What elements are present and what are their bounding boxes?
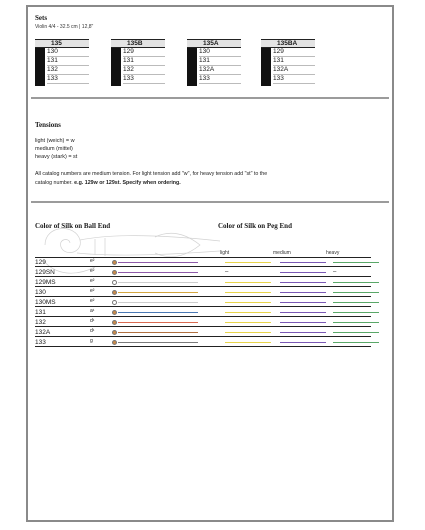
ball-end-dot (112, 280, 117, 285)
string-note: e² (90, 278, 95, 284)
row-rule (35, 336, 371, 337)
string-note: a¹ (90, 308, 95, 314)
peg-col-medium: medium (273, 250, 291, 256)
table-row (35, 258, 371, 267)
string-note: e² (90, 268, 95, 274)
ball-end-dot (112, 320, 117, 325)
peg-silk-medium (280, 292, 326, 293)
peg-silk-light (225, 292, 271, 293)
peg-none-heavy: – (333, 269, 337, 275)
set-item: 133 (199, 75, 241, 84)
table-row (35, 278, 371, 287)
ball-end-silk (118, 322, 198, 323)
string-note: e² (90, 258, 95, 264)
row-rule (35, 266, 371, 267)
ball-end-silk (118, 342, 198, 343)
string-note: g (90, 338, 93, 344)
set-column (187, 39, 241, 86)
peg-silk-medium (280, 322, 326, 323)
table-row (35, 318, 371, 327)
peg-silk-light (225, 282, 271, 283)
peg-silk-heavy (333, 262, 379, 263)
peg-silk-heavy (333, 332, 379, 333)
table-row (35, 328, 371, 337)
peg-silk-heavy (333, 322, 379, 323)
peg-silk-light (225, 312, 271, 313)
string-name: 129 (35, 259, 46, 266)
table-header-row (35, 251, 371, 258)
string-name: 132A (35, 329, 51, 336)
peg-silk-heavy (333, 282, 379, 283)
table-row (35, 338, 371, 347)
tension-note-bold: e.g. 129w or 129st. Specify when ordering. (74, 180, 181, 186)
ball-end-silk (118, 302, 198, 303)
set-item: 131 (123, 57, 165, 66)
set-item: 132 (47, 66, 89, 75)
peg-silk-medium (280, 332, 326, 333)
peg-silk-medium (280, 282, 326, 283)
document-page (26, 5, 394, 522)
tensions-heading: Tensions (35, 121, 61, 129)
set-item: 132A (273, 66, 315, 75)
ball-end-dot (112, 330, 117, 335)
string-note: e² (90, 288, 95, 294)
row-rule (35, 346, 371, 347)
ball-end-dot (112, 270, 117, 275)
ball-end-dot (112, 290, 117, 295)
ball-end-heading: Color of Silk on Ball End (35, 222, 111, 230)
set-item: 133 (273, 75, 315, 84)
set-item: 132 (123, 66, 165, 75)
tension-note-line2 (35, 180, 181, 186)
peg-end-heading: Color of Silk on Peg End (218, 222, 292, 230)
peg-silk-medium (280, 342, 326, 343)
string-name: 129SN (35, 269, 55, 276)
peg-silk-heavy (333, 302, 379, 303)
peg-silk-medium (280, 302, 326, 303)
row-rule (35, 326, 371, 327)
row-rule (35, 276, 371, 277)
peg-silk-medium (280, 262, 326, 263)
divider-rule (31, 97, 389, 99)
set-item: 131 (199, 57, 241, 66)
set-title: 135 (35, 39, 89, 48)
set-item: 133 (47, 75, 89, 84)
peg-silk-medium (280, 272, 326, 273)
tension-note-plain: catalog number. (35, 180, 75, 186)
peg-col-light: light (220, 250, 230, 256)
row-rule (35, 316, 371, 317)
string-name: 133 (35, 339, 46, 346)
string-note: d¹ (90, 318, 95, 324)
sets-subtitle: Violin 4/4 - 32.5 cm | 12,8" (35, 24, 94, 30)
table-row (35, 298, 371, 307)
ball-end-silk (118, 282, 198, 283)
string-name: 129MS (35, 279, 56, 286)
set-item: 132A (199, 66, 241, 75)
peg-silk-heavy (333, 292, 379, 293)
ball-end-silk (118, 272, 198, 273)
set-color-bar (111, 48, 121, 86)
ball-end-silk (118, 262, 198, 263)
tension-note-line1: All catalog numbers are medium tension. For light tension add "w", for heavy tension add "st" to the (35, 171, 268, 177)
ball-end-silk (118, 332, 198, 333)
ball-end-dot (112, 300, 117, 305)
ball-end-silk (118, 292, 198, 293)
peg-col-heavy: heavy (326, 250, 340, 256)
peg-silk-light (225, 262, 271, 263)
set-item: 130 (47, 48, 89, 57)
set-item: 131 (273, 57, 315, 66)
row-rule (35, 306, 371, 307)
string-name: 130MS (35, 299, 56, 306)
string-name: 130 (35, 289, 46, 296)
set-title: 135A (187, 39, 241, 48)
set-column (111, 39, 165, 86)
set-column (261, 39, 315, 86)
sets-heading: Sets (35, 14, 48, 22)
tension-medium: medium (mittel) (35, 146, 73, 152)
set-item: 129 (273, 48, 315, 57)
divider-rule (31, 201, 389, 203)
set-column (35, 39, 89, 86)
string-note: e² (90, 298, 95, 304)
peg-silk-heavy (333, 312, 379, 313)
peg-silk-light (225, 342, 271, 343)
row-rule (35, 296, 371, 297)
set-item: 130 (199, 48, 241, 57)
table-row (35, 268, 371, 277)
peg-silk-light (225, 302, 271, 303)
ball-end-dot (112, 310, 117, 315)
peg-silk-heavy (333, 342, 379, 343)
tension-heavy: heavy (stark) = st (35, 154, 78, 160)
tension-light: light (weich) = w (35, 138, 75, 144)
set-item: 131 (47, 57, 89, 66)
string-name: 132 (35, 319, 46, 326)
set-item: 133 (123, 75, 165, 84)
ball-end-dot (112, 340, 117, 345)
set-title: 135BA (261, 39, 315, 48)
peg-silk-light (225, 322, 271, 323)
string-note: d¹ (90, 328, 95, 334)
row-rule (35, 286, 371, 287)
set-item: 129 (123, 48, 165, 57)
string-name: 131 (35, 309, 46, 316)
table-row (35, 308, 371, 317)
ball-end-silk (118, 312, 198, 313)
peg-none-light: – (225, 269, 229, 275)
ball-end-dot (112, 260, 117, 265)
peg-silk-light (225, 332, 271, 333)
peg-silk-medium (280, 312, 326, 313)
table-row (35, 288, 371, 297)
set-title: 135B (111, 39, 165, 48)
set-color-bar (35, 48, 45, 86)
set-color-bar (261, 48, 271, 86)
set-color-bar (187, 48, 197, 86)
